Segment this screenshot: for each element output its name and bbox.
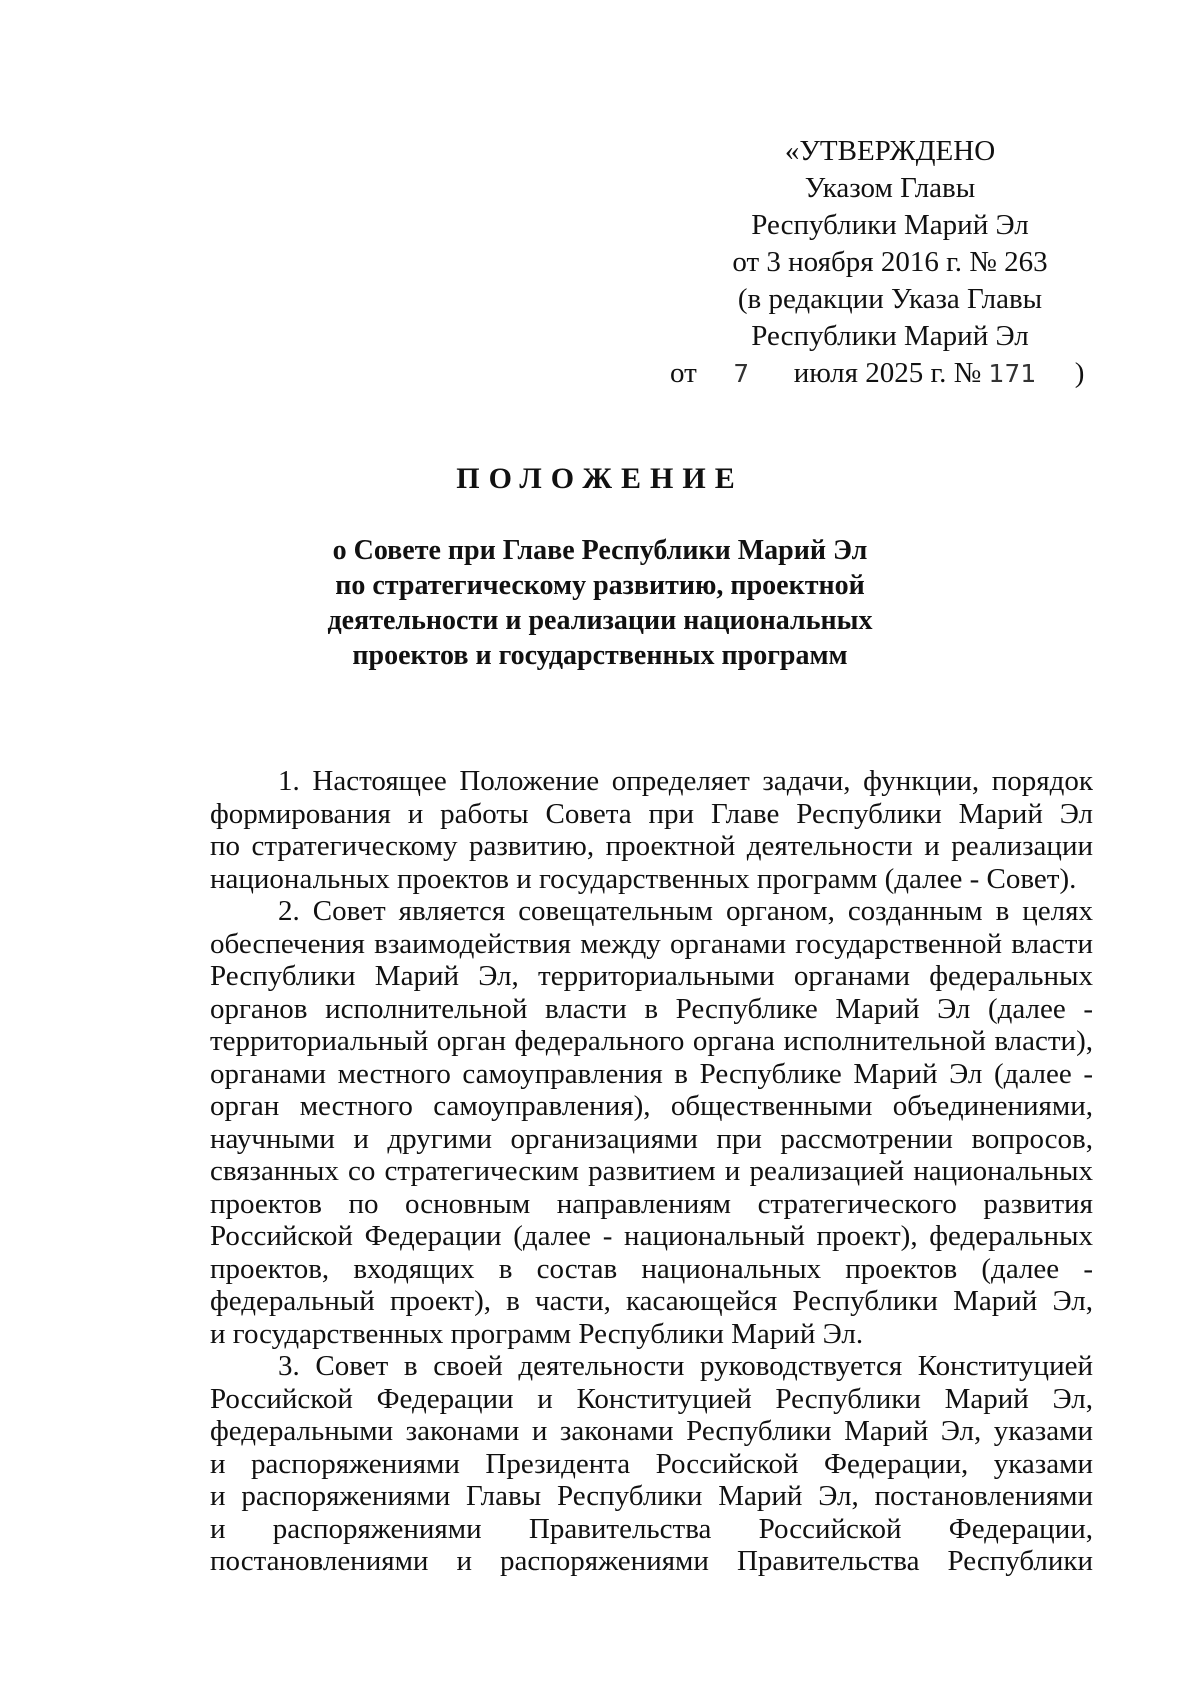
text-line: национальных проектов и государственных программ (далее - Совет). [210, 862, 1077, 895]
text-line: федеральный проект), в части, касающейся Республики Марий Эл, [210, 1285, 1093, 1317]
subtitle-line: по стратегическому развитию, проектной [335, 570, 865, 601]
text-line: органами местного самоуправления в Республике Марий Эл (далее - [210, 1057, 1093, 1090]
document-body [210, 765, 1093, 1578]
text-line: федеральными законами и законами Республики Марий Эл, указами [210, 1415, 1093, 1447]
text-line: формирования и работы Совета при Главе Республики Марий Эл [210, 797, 1093, 830]
approval-heading: «УТВЕРЖДЕНО [784, 135, 996, 167]
subtitle-line: о Совете при Главе Республики Марий Эл [332, 535, 868, 566]
approval-decree: Указом Главы [804, 172, 976, 204]
date-number-handwritten: 171 [988, 359, 1037, 388]
paragraph-2 [210, 895, 1093, 1350]
text-line: и распоряжениями Правительства Российской Федерации, [210, 1512, 1093, 1545]
text-line: Российской Федерации (далее - национальный проект), федеральных [210, 1220, 1093, 1252]
subtitle-line: проектов и государственных программ [352, 640, 848, 671]
approval-original-date: от 3 ноября 2016 г. № 263 [732, 246, 1048, 278]
text-line: Российской Федерации и Конституцией Республики Марий Эл, [210, 1382, 1093, 1415]
document-title: ПОЛОЖЕНИЕ [456, 462, 744, 495]
text-line: постановлениями и распоряжениями Правительства Республики [210, 1545, 1093, 1577]
date-day-handwritten: 7 [733, 359, 750, 388]
text-line: по стратегическому развитию, проектной деятельности и реализации [210, 830, 1093, 862]
text-line: научными и другими организациями при рассмотрении вопросов, [210, 1122, 1093, 1155]
text-line: территориальный орган федерального органа исполнительной власти), [210, 1025, 1093, 1057]
text-line: и распоряжениями Главы Республики Марий Эл, постановлениями [210, 1480, 1093, 1512]
approval-edition: (в редакции Указа Главы [737, 283, 1043, 315]
paragraph-3 [210, 1350, 1093, 1578]
date-prefix: от [670, 357, 697, 389]
date-close-paren: ) [1074, 357, 1085, 389]
paragraph-1 [210, 765, 1093, 895]
text-line: 3. Совет в своей деятельности руководствуется Конституцией [278, 1350, 1093, 1382]
text-line: органов исполнительной власти в Республике Марий Эл (далее - [210, 992, 1093, 1025]
date-month-year: июля 2025 г. № [793, 357, 982, 389]
text-line: связанных со стратегическим развитием и реализацией национальных [210, 1155, 1093, 1187]
document-subtitle [300, 533, 900, 673]
approval-republic: Республики Марий Эл [751, 209, 1029, 241]
text-line: и государственных программ Республики Марий Эл. [210, 1317, 864, 1350]
text-line: 2. Совет является совещательным органом, созданным в целях [278, 895, 1093, 927]
approval-edition-date [670, 355, 1100, 392]
text-line: орган местного самоуправления), общественными объединениями, [210, 1090, 1093, 1122]
subtitle-line: деятельности и реализации национальных [327, 605, 873, 636]
text-line: Республики Марий Эл, территориальными органами федеральных [210, 960, 1093, 992]
approval-edition-republic: Республики Марий Эл [751, 320, 1029, 352]
text-line: 1. Настоящее Положение определяет задачи, функции, порядок [278, 765, 1093, 797]
text-line: и распоряжениями Президента Российской Федерации, указами [210, 1447, 1093, 1480]
approval-stamp-block [670, 133, 1100, 392]
text-line: проектов по основным направлениям стратегического развития [210, 1187, 1093, 1220]
text-line: проектов, входящих в состав национальных проектов (далее - [210, 1252, 1093, 1285]
text-line: обеспечения взаимодействия между органами государственной власти [210, 927, 1093, 960]
